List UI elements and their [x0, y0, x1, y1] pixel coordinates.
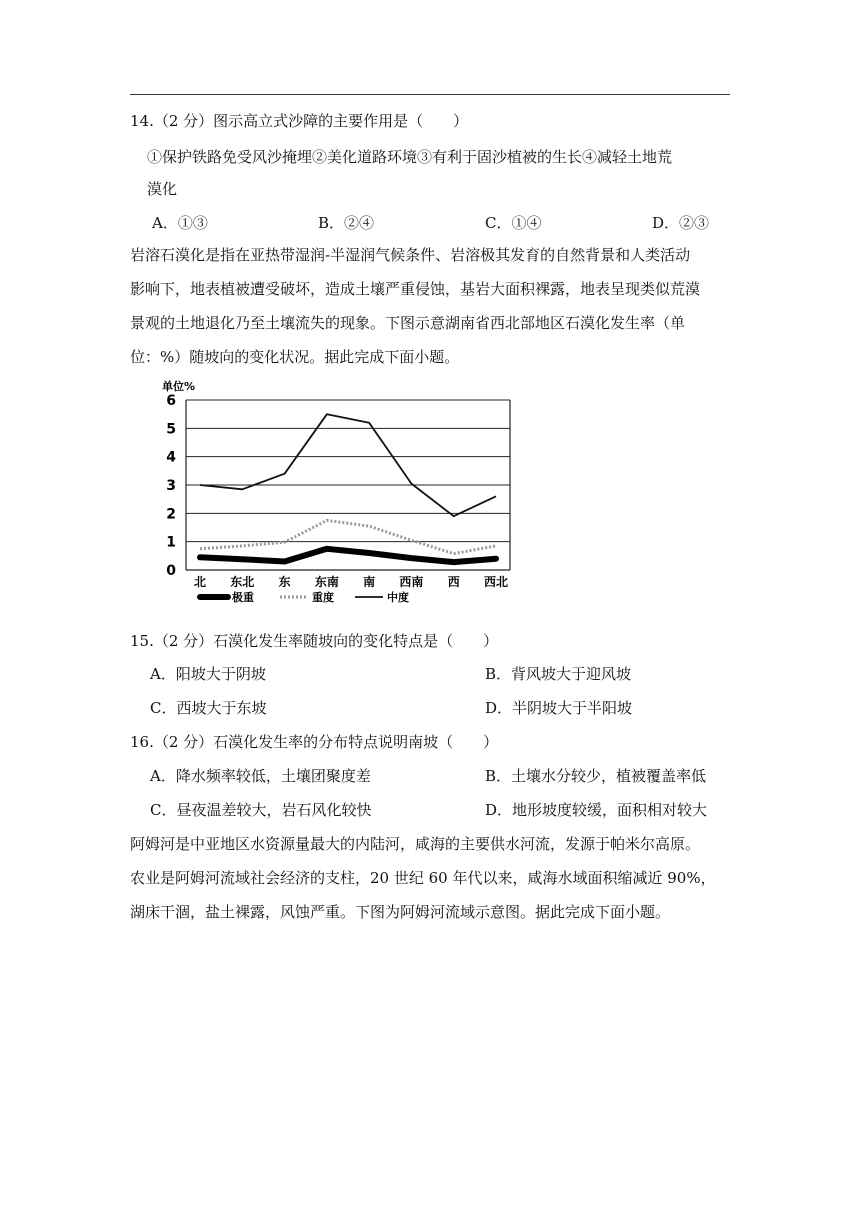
q14-items-cont: 漠化: [147, 180, 178, 198]
chart-y-tick-label: 0: [166, 563, 176, 579]
q14-option-c: C．①④: [485, 214, 542, 232]
q14-option-a: A．①③: [152, 214, 208, 232]
chart-x-tick-label: 东北: [230, 575, 255, 589]
passage2-line: 阿姆河是中亚地区水资源量最大的内陆河，咸海的主要供水河流，发源于帕米尔高原。: [130, 835, 701, 853]
q14-stem: 14.（2 分）图示高立式沙障的主要作用是（ ）: [130, 112, 469, 130]
q16-option-d: D．地形坡度较缓，面积相对较大: [485, 801, 708, 819]
chart-unit-label: 单位%: [162, 380, 196, 393]
chart-x-tick-label: 西南: [399, 575, 424, 589]
chart-legend: [200, 590, 409, 604]
chart-series: [200, 414, 496, 562]
chart-y-tick-label: 1: [166, 534, 176, 551]
chart-y-tick-label: 4: [166, 449, 176, 466]
passage2-line: 农业是阿姆河流域社会经济的支柱，20 世纪 60 年代以来，咸海水域面积缩减近 90%，: [130, 869, 716, 887]
q15-option-c: C．西坡大于东坡: [150, 699, 267, 717]
passage1-line: 岩溶石漠化是指在亚热带湿润-半湿润气候条件、岩溶极其发育的自然背景和人类活动: [130, 246, 691, 264]
chart-x-tick-label: 西: [447, 575, 460, 589]
passage1-line: 影响下，地表植被遭受破坏，造成土壤严重侵蚀，基岩大面积裸露，地表呈现类似荒漠: [130, 280, 701, 298]
chart-x-ticks: [194, 574, 508, 589]
q16-stem: 16.（2 分）石漠化发生率的分布特点说明南坡（ ）: [130, 733, 499, 751]
chart-x-tick-label: 北: [193, 575, 207, 589]
legend-label: 极重: [232, 591, 254, 604]
chart-x-tick-label: 南: [363, 575, 376, 589]
q14-option-d: D．②③: [652, 214, 710, 232]
passage2-line: 湖床干涸，盐土裸露，风蚀严重。下图为阿姆河流域示意图。据此完成下面小题。: [130, 903, 671, 921]
q16-option-a: A．降水频率较低，土壤团聚度差: [150, 767, 371, 785]
rock-desertification-chart: [150, 376, 530, 612]
chart-y-tick-label: 3: [166, 478, 176, 494]
chart-y-tick-label: 6: [166, 393, 176, 409]
chart-x-tick-label: 西北: [483, 575, 509, 589]
q15-option-b: B．背风坡大于迎风坡: [485, 665, 632, 683]
chart-series-line-thick: [200, 549, 496, 562]
q15-stem: 15.（2 分）石漠化发生率随坡向的变化特点是（ ）: [130, 632, 499, 650]
passage1-line: 景观的土地退化乃至土壤流失的现象。下图示意湖南省西北部地区石漠化发生率（单: [130, 314, 686, 332]
chart-x-tick-label: 东南: [314, 575, 339, 589]
passage1-line: 位：%）随坡向的变化状况。据此完成下面小题。: [130, 348, 460, 366]
chart-series-line-solid: [200, 414, 496, 516]
q16-option-b: B．土壤水分较少，植被覆盖率低: [485, 767, 707, 785]
q14-option-b: B．②④: [318, 214, 375, 232]
chart-y-tick-label: 5: [166, 421, 176, 438]
chart-y-ticks: [166, 393, 176, 579]
q14-items: ①保护铁路免受风沙掩埋②美化道路环境③有利于固沙植被的生长④减轻土地荒: [147, 148, 673, 166]
chart-y-tick-label: 2: [166, 506, 176, 523]
q16-option-c: C．昼夜温差较大，岩石风化较快: [150, 801, 372, 819]
top-rule: [130, 94, 730, 95]
chart-x-tick-label: 东: [278, 575, 291, 589]
chart-grid: [186, 400, 510, 570]
legend-label: 重度: [312, 591, 334, 604]
q15-option-d: D．半阴坡大于半阳坡: [485, 699, 633, 717]
legend-label: 中度: [387, 591, 409, 604]
q15-option-a: A．阳坡大于阴坡: [150, 665, 266, 683]
